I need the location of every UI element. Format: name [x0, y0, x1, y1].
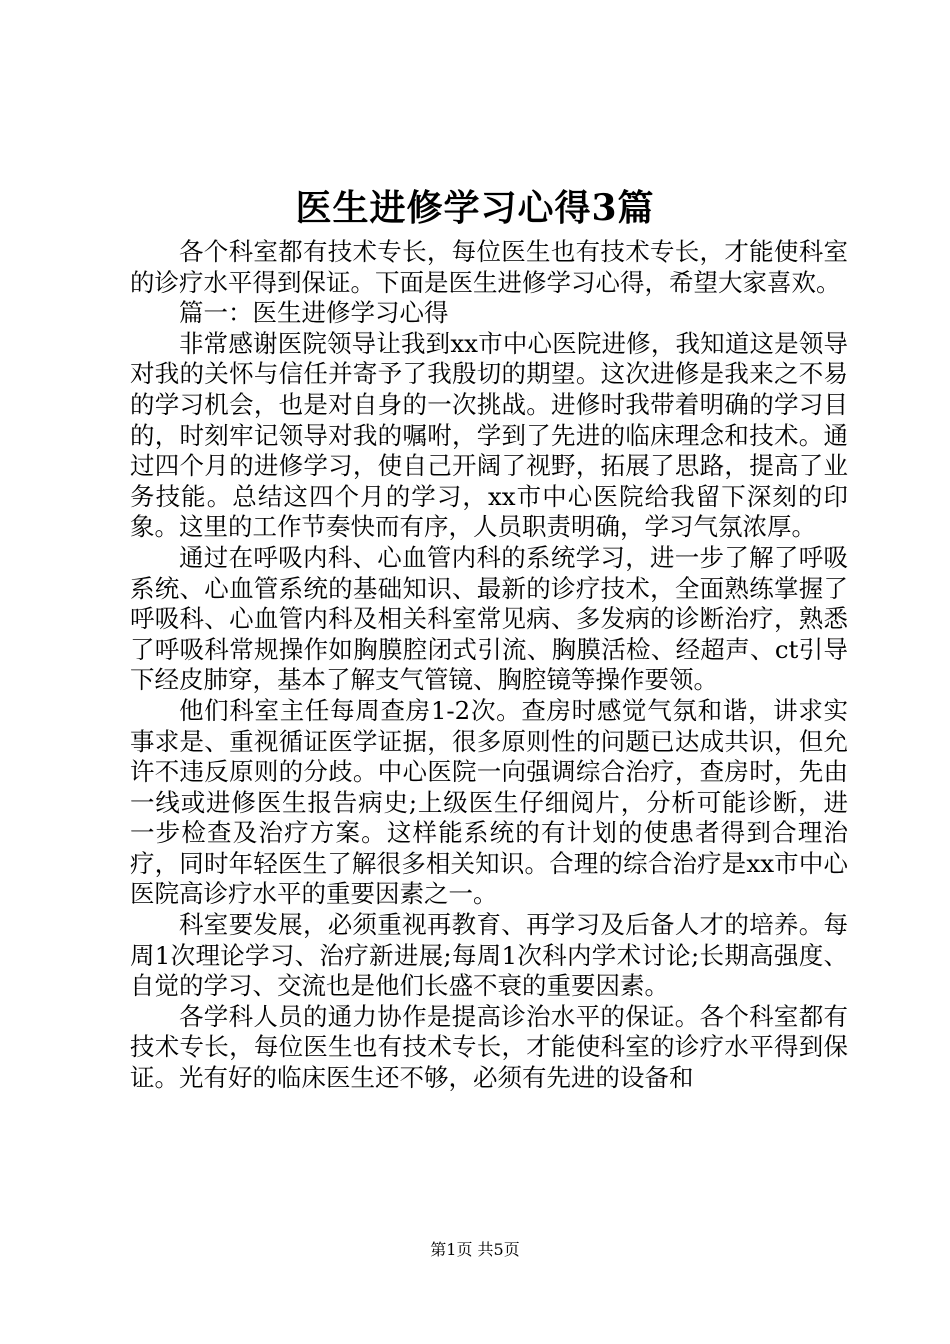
paragraph: 他们科室主任每周查房1-2次。查房时感觉气氛和谐，讲求实事求是、重视循证医学证据，很多原则性的问题已达成共识，但允许不违反原则的分歧。中心医院一向强调综合治疗，查房时，先由一线或进修医生报告病史;上级医生仔细阅片，分析可能诊断，进一步检查及治疗方案。这样能系统的有计划的使患者得到合理治疗，同时年轻医生了解很多相关知识。合理的综合治疗是xx市中心医院高诊疗水平的重要因素之一。 — [130, 695, 848, 909]
paragraph-intro: 各个科室都有技术专长，每位医生也有技术专长，才能使科室的诊疗水平得到保证。下面是医生进修学习心得，希望大家喜欢。 — [130, 237, 848, 297]
paragraph: 各学科人员的通力协作是提高诊治水平的保证。各个科室都有技术专长，每位医生也有技术专长，才能使科室的诊疗水平得到保证。光有好的临床医生还不够，必须有先进的设备和 — [130, 1001, 848, 1093]
document-body — [130, 237, 848, 1094]
paragraph: 通过在呼吸内科、心血管内科的系统学习，进一步了解了呼吸系统、心血管系统的基础知识、最新的诊疗技术，全面熟练掌握了呼吸科、心血管内科及相关科室常见病、多发病的诊断治疗，熟悉了呼吸科常规操作如胸膜腔闭式引流、胸膜活检、经超声、ct引导下经皮肺穿，基本了解支气管镜、胸腔镜等操作要领。 — [130, 542, 848, 695]
paragraph: 科室要发展，必须重视再教育、再学习及后备人才的培养。每周1次理论学习、治疗新进展;每周1次科内学术讨论;长期高强度、自觉的学习、交流也是他们长盛不衰的重要因素。 — [130, 910, 848, 1001]
section-heading: 篇一：医生进修学习心得 — [179, 298, 449, 328]
document-title: 医生进修学习心得3篇 — [295, 187, 655, 229]
page-footer: 第1页 共5页 — [430, 1240, 520, 1259]
paragraph: 非常感谢医院领导让我到xx市中心医院进修，我知道这是领导对我的关怀与信任并寄予了我殷切的期望。这次进修是我来之不易的学习机会，也是对自身的一次挑战。进修时我带着明确的学习目的，时刻牢记领导对我的嘱咐，学到了先进的临床理念和技术。通过四个月的进修学习，使自己开阔了视野，拓展了思路，提高了业务技能。总结这四个月的学习，xx市中心医院给我留下深刻的印象。这里的工作节奏快而有序，人员职责明确，学习气氛浓厚。 — [130, 328, 848, 542]
